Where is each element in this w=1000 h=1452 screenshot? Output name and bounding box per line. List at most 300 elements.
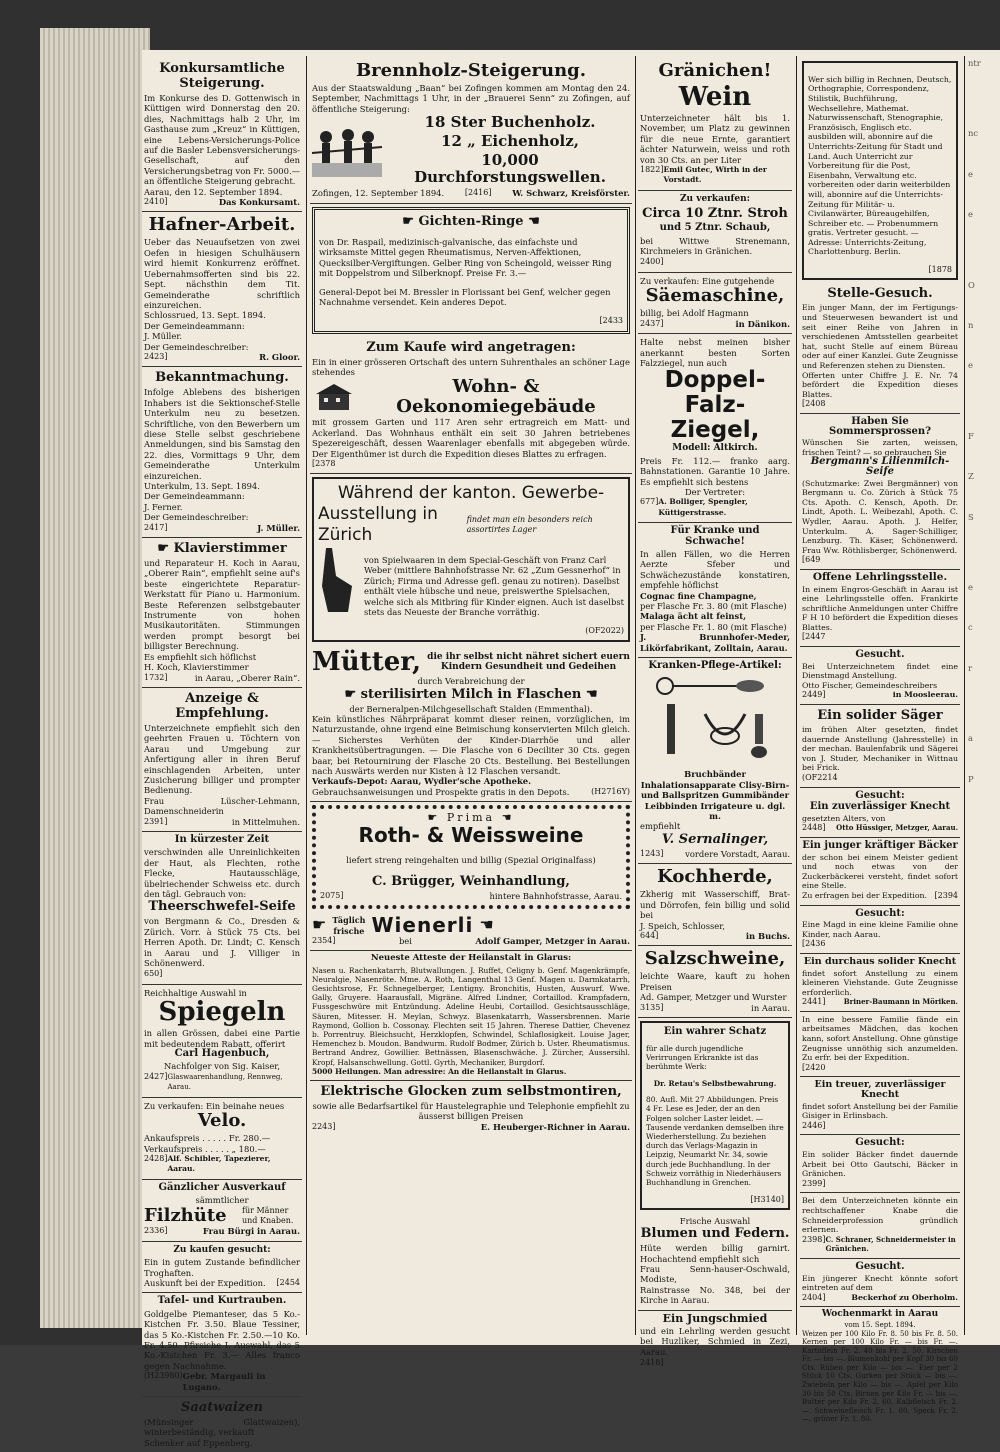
ad-pretitle: Reichhaltige Auswahl in [144,987,247,998]
ad-number: 644] [640,930,659,940]
ad-number: 1822] [640,165,664,175]
ad-signature: Gebr. Margauli in Lugano. [182,1371,266,1392]
ad-body: Ein solider Bäcker findet dauernde Arbeit bei Otto Gautschi, Bäcker in Gränichen. [802,1150,958,1179]
ad-body: Eine Magd in eine kleine Familie ohne Kinder, nach Aarau. [802,920,958,939]
ad-number: 2391] [144,816,168,826]
ad-body: Bei Unterzeichnetem findet eine Dienstmagd Anstellung. [802,661,958,681]
ad-signature: Frau Senn-hauser-Oschwald, Modiste, [640,1263,790,1285]
ad-body: Unterzeichneter hält bis 1. November, um Platz zu gewinnen für die neue Ernte, garantiert ächter Naturwein, weiss und roth von 30 Cts. an per Liter [640,113,790,165]
stacked-page-edges [40,28,150,1328]
ad-body: Zkherig mit Wasserschiff, Brat- und Dörrofen, fein billig und solid bei [640,889,790,921]
ad-title: Ein solider Säger [817,708,943,724]
ad-number: 2418] [640,1358,664,1368]
ad-kranke-schwache [638,523,792,658]
ad-magd [800,906,960,954]
ad-product: Malaga ächt alt feinst, [640,611,746,622]
ad-number: [2436 [802,939,826,949]
ad-pretitle: empfiehlt [640,821,681,832]
ad-title: Offene Lehrlingsstelle. [812,570,948,583]
cutoff-fragment: r [968,662,973,673]
ad-date: Unterkulm, 13. Sept. 1894. [144,481,260,491]
ad-address: in Mittelmuhen. [231,816,300,827]
ad-title: Ein Jungschmied [662,1311,768,1325]
ad-title: Roth- & Weissweine [358,822,584,847]
ad-model: Modell: Altkirch. [672,443,758,454]
ad-title: Doppel- [664,367,766,394]
cutoff-fragment: S [968,511,974,522]
ad-title-text: Klavierstimmer [173,541,287,557]
ad-wienerli [310,912,632,951]
ad-signature: Otto Hüssiger, Metzger, Aarau. [836,823,958,833]
ad-title: Ein treuer, zuverlässiger Knecht [814,1079,946,1101]
ad-muetter [310,645,632,802]
ad-body: liefert streng reingehalten und billig (Spezial Originalfass) [346,854,596,865]
ad-title-3: Ziegel, [670,417,760,444]
ad-signature: Beckerhof zu Oberholm. [851,1292,958,1302]
pointing-hand-icon: ☛ [402,213,419,229]
ad-number: 650] [144,969,163,979]
ad-title: Säemaschine, [645,285,785,307]
ad-velo [142,1098,302,1180]
ad-stroh [638,191,792,273]
ad-saemaschine [638,273,792,334]
ad-body: von Dr. Raspail, medizinisch-galvanische, das einfachste und wirksamste Mittel gegen Rheumatismus, Nerven-Affektionen, Quecksilber-Vergiftungen. Gelber Ring von Scheingold, weisser Ring mit Doppelstrom und Silberknopf. Preise Fr. 3.— [319,237,612,279]
ad-subline: der Berneralpen-Milchgesellschaft Stalden (Emmenthal). [349,703,593,714]
ad-tail: Auskunft bei der Expedition. [144,1277,266,1288]
ad-signature: J. Ferner. [144,501,183,512]
ad-body: der schon bei einem Meister gedient und noch etwas von der Zuckerbäckerei versteht, findet sofort eine Stelle. [802,852,958,891]
ad-signature: Das Konkursamt. [218,197,300,208]
ad-number: [2454 [276,1277,300,1287]
ad-pretitle: Frische Auswahl [679,1215,751,1226]
cutoff-fragment: n [968,320,974,331]
ad-number: 2400] [640,257,664,267]
ad-tail: Zu erfragen bei der Expedition. [802,890,928,900]
cutoff-fragment: e [968,168,973,179]
ad-number: [H3140] [750,1194,784,1204]
ad-body: gesetzten Alters, von [802,813,886,823]
ad-line: 18 Ster Buchenholz. [424,113,596,132]
ad-title: Gesucht: [855,789,905,801]
ad-bei: bei [398,935,412,946]
ad-signature: Frau Lüscher-Lehmann, Damenschneiderin [144,795,300,817]
cutoff-fragment: nc [968,128,979,139]
ad-pretitle: Zu verkaufen: Eine gutgehende [640,275,775,286]
ad-title: Konkursamtliche Steigerung. [159,61,285,91]
column-5-cutoff [968,58,1000,1331]
ad-title: Spiegeln [158,997,286,1028]
cutoff-fragment: F [968,430,974,441]
cutoff-fragment: e [968,360,973,371]
ad-side: für Männer und Knaben. [242,1205,294,1225]
ad-title: Wienerli [371,913,474,938]
ad-title-2: Wein [678,82,752,112]
ad-body: Kein künstliches Nährpräparat kommt dieser reinen, vorzüglichen, im Naturzustande, ohne irgend eine Beimischung konservierten Milch gleich. — Sicherstes Verhüten der Kinder-Diarrhöe und aller Krankheitsübertragungen. — Die Flasche von 6 Deciliter 30 Cts. gegen baar, bei Retournirung der Flasche 20 Cts. Bestellung. Bei Bestellungen nach Auswärts werden nur Kisten à 12 Flaschen versandt. [312,713,630,776]
ad-ausverkauf [142,1180,302,1242]
house-illustration [312,382,356,412]
ad-pretitle: Ein in einer grösseren Ortschaft des untern Suhrenthales an schöner Lage stehendes [312,356,630,378]
ad-signature: J. Brunnhofer-Meder, Likörfabrikant, Zolltain, Aarau. [640,632,790,653]
cutoff-fragment: e [968,582,973,593]
ad-number: [2420 [802,1062,826,1072]
ad-title: Wochenmarkt in Aarau [821,1309,939,1320]
ad-number: 2423] [144,351,168,361]
woodcutters-illustration [312,123,382,179]
ad-pretitle-text: Prima [446,811,496,825]
ad-klavierstimmer [142,538,302,688]
ad-line: 10,000 Durchforstungswellen. [414,151,606,187]
ad-body: bei Wittwe Strenemann, Kirchmeiers in Gränichen. [640,235,790,257]
ad-body: Ueber das Neuaufsetzen von zwei Oefen in hiesigen Schulhäusern wird hiemit Konkurrenz eröffnet. Uebernahmsofferten sind bis 22. Sept. nächsthin dem Tit. Gemeinderathe schriftlich einzureichen. [144,237,300,310]
cutoff-fragment: Z [968,471,974,482]
ad-signature: H. Koch, Klavierstimmer [144,662,249,673]
ad-signature: Briner-Baumann in Möriken. [843,997,958,1007]
ad-body: (Münsinger Glattwaizen), winterbeständig, verkauft [144,1417,300,1438]
ad-number: (H23980) [144,1371,183,1381]
ad-title [319,214,623,229]
ad-body: Weizen per 100 Kilo Fr. 8. 50 bis Fr. 8. 50. Kernen per 100 Kilo Fr. — bis Fr. —. Kartoffeln Fr. 2. 40 bis Fr. 2. 50. Kirschen Fr. — bis —. Blumenkohl per Kopf 30 bis 60 Cts. Rüben per Kilo — bis —. Eier per 2 Stück 10 Cts. Gurken per Stück — bis —. Zwiebeln per Kilo — bis —. Apfel per Kilo 30 bis 50 Cts. Birnen per Kilo Fr. — bis —. Butter per Kilo Fr. 2. 60. Kalbfleisch Fr. 2. —. Schweinefleisch Fr. 1. 80. Speck Fr. 2. —, grüner Fr. 1. 80. [802,1329,958,1424]
ad-blumen-federn [638,1213,792,1311]
cutoff-fragment: e [968,209,973,220]
ad-number: 2399] [802,1178,826,1188]
ad-address: Glaswaarenhandlung, Rennweg, Aarau. [167,1072,283,1092]
ad-number: [2433 [599,316,623,326]
pointing-hand-icon: ☚ [495,811,515,825]
ad-address: in Moosleerau. [892,690,958,700]
ad-title: Zu verkaufen: [679,193,751,204]
ad-product: Cognac fine Champagne, [640,590,757,601]
pointing-hand-icon: ☛ [344,686,361,702]
ad-dienstmagd [800,647,960,705]
ad-title-text: Gichten-Ringe [418,213,524,229]
ad-signature: Adolf Gamper, Metzger in Aarau. [475,935,630,946]
ad-address: Rainstrasse No. 348, bei der Kirche in Aarau. [640,1284,790,1306]
pointing-hand-icon: ☚ [523,213,540,229]
ad-body: In einem Engros-Geschäft in Aarau ist eine Lehrlingsstelle offen. Frankirte schriftliche Anmeldungen unter Chiffre F H 10 befördert die Expedition dieses Blattes. [802,584,958,632]
ad-body: Bruchbänder Inhalationsapparate Clisy-Birn- und Ballspritzen Gummibänder Leibbinden Irrigateure u. dgl. m. [640,769,790,822]
ad-jungschmied [638,1311,792,1373]
ad-krankenpflege [638,658,792,864]
ad-number: 2398] [802,1234,826,1244]
ad-body: von Bergmann & Co., Dresden & Zürich. Vorr. à Stück 75 Cts. bei Herren Apoth. Dr. Lindt; C. Kensch in Aarau und J. Villiger in Schönenwerd. [144,916,300,969]
pointing-hand-icon: ☛ [157,541,174,557]
ad-body: General-Depot bei M. Bressler in Florissant bei Genf, welcher gegen Nachnahme versendet. Kein anderes Depot. [319,287,611,308]
cutoff-fragment: P [968,773,974,784]
ad-title: Gränichen! [658,60,772,81]
ad-signature: J. Müller. [144,331,183,342]
ad-number: 2437] [640,318,664,328]
ad-number: [2378 [312,459,336,469]
ad-knecht-4 [800,1259,960,1307]
ad-signature: V. Sernalinger, [661,831,769,847]
ad-title: Ein durchaus solider Knecht [803,955,957,967]
ad-body: Im Konkurse des D. Gottenwisch in Küttigen wird Donnerstag den 20. dies, Nachmittags halb 2 Uhr, im Gasthause zum „Kreuz“ in Küttigen, eine Lebens-Versicherungs-Police auf die Basler Lebensversicherungs-Gesellschaft, auf den Versicherungsbetrag von Fr. 5000.— an öffentliche Steigerung gebracht. [144,93,300,187]
ad-title: Während der kanton. Gewerbe- [337,483,605,504]
ad-signature-label: Der Gemeindeschreiber: [144,341,249,352]
ad-heilanstalt [310,951,632,1081]
ad-body: leichte Waare, kauft zu hohen Preisen [640,971,790,992]
ad-title: Anzeige & Empfehlung. [175,690,269,721]
newspaper-page [142,50,1000,1448]
pointing-hand-icon: ☚ [479,915,494,935]
ad-signature: C. Schraner, Schneidermeister in Gränichen. [825,1234,956,1254]
medical-apparatus-illustration [645,674,785,766]
ad-trauben [142,1293,302,1397]
ad-body: von Spielwaaren in dem Special-Geschäft von Franz Carl Weber (mittlere Bahnhofstrasse Nr. 62 „Zum Gessnerhof“ in Zürich; Firma und Adresse gefl. genau zu notiren). Daselbst enthält viele hübsche und neue, preiswerthe Spielsachen, welche sich als Mitbring für Kinder eignen. Auch ist daselbst stets das Neueste der Branche vorräthig. [364,554,624,617]
ad-signature: W. Schwarz, Kreisförster. [512,188,630,199]
ad-number: 2417] [144,522,168,532]
ad-title: Velo. [197,1110,247,1132]
ad-title-2: Ausstellung in Zürich [318,504,438,546]
ad-pretitle: Zu verkaufen: Ein beinahe neues [144,1100,285,1111]
ad-signature-label: Der Gemeindeammann: [144,320,245,331]
ad-title: Blumen und Federn. [640,1226,790,1242]
ad-salzschweine [638,946,792,1018]
ad-graenichen-wein [638,58,792,191]
ad-tail: Offerten unter Chiffre J. E. Nr. 74 befördert die Expedition dieses Blattes. [802,370,958,399]
ad-title: Gesucht. [855,649,905,661]
ad-number: 677] [640,497,659,507]
ad-body: In eine bessere Familie fände ein arbeitsames Mädchen, das kochen kann, sofort Anstellung. Ohne günstige Zeugnisse unnöthig sich anzumelden. Zu erfr. bei der Expedition. [802,1014,958,1063]
ad-number: 2446] [802,1120,826,1130]
ad-title: Salzschweine, [644,948,786,970]
ad-schneider-lehrling [800,1193,960,1259]
ad-body: findet sofort Anstellung bei der Familie Gisiger in Erlinsbach. [802,1101,958,1121]
ad-price: Ankaufspreis . . . . . Fr. 280.— [144,1133,271,1144]
ad-baecker [800,838,960,906]
ad-number: 2354] [312,935,336,945]
ad-title: Gesucht: [855,907,905,919]
ad-price: Verkaufspreis . . . . . „ 180.— [144,1143,266,1154]
ad-subline: Nachfolger von Sig. Kaiser, [163,1061,281,1072]
ad-theerschwefel [142,832,302,985]
ad-number: 2449] [802,690,826,700]
ad-number: 2404] [802,1292,826,1302]
ad-knecht-2 [800,954,960,1012]
ad-ausstellung-zuerich [312,477,630,642]
ad-hafner [142,212,302,367]
ad-signature: J. Müller. [257,522,300,533]
cutoff-fragment: ntr [968,58,981,68]
ad-wohngebaeude [310,337,632,475]
ad-number: 2410] [144,197,168,207]
ad-saatwaizen [142,1397,302,1452]
ad-roth-weissweine [312,805,630,909]
ad-number: [2408 [802,399,826,409]
ad-title-2: Falz- [684,392,746,419]
ad-number: 2428] [144,1153,168,1163]
ad-sommersprossen [800,414,960,570]
ad-title: Kochherde, [657,866,773,888]
ad-pretitle: sämmtlicher [195,1195,249,1206]
ad-tail: 5000 Heilungen. Man adressire: An die Heilanstalt in Glarus. [312,1066,567,1076]
ad-date: Aarau, den 12. September 1894. [144,186,283,197]
ad-body: Preis Fr. 112.— franko aarg. Bahnstationen. Garantie 10 Jahre. Es empfiehlt sich bestens [640,455,790,487]
pointing-hand-icon: ☛ [312,915,327,935]
ad-date: Zofingen, 12. September 1894. [312,188,445,199]
ad-body: sowie alle Bedarfsartikel für Haustelegraphie und Telephonie empfiehlt zu äusserst billigen Preisen [312,1101,630,1122]
ad-signature: Otto Fischer, Gemeindeschreibers [802,680,938,690]
ad-subline: für alle durch jugendliche Verirrungen Erkrankte ist das berühmte Werk: [646,1043,759,1071]
ad-number: [1878 [928,264,952,274]
ad-address: vordere Vorstadt, Aarau. [685,848,790,859]
ad-signature: Alf. Schibler, Tapezierer, Aarau. [167,1153,271,1174]
ad-body: in allen Grössen, dabei eine Partie mit bedeutendem Rabatt, offerirt [144,1028,300,1049]
ad-body: Ein in gutem Zustande befindlicher Troghaften. [144,1257,300,1278]
ad-big-title [312,687,630,702]
ad-line: und 5 Ztnr. Schaub, [659,222,771,234]
ad-signature: J. Speich, Schlosser, [640,920,726,931]
ad-closing: Es empfiehlt sich höflichst [144,651,257,662]
ad-title: Neueste Atteste der Heilanstalt in Glarus: [370,953,572,964]
ad-number: (OF2214 [802,773,838,782]
ad-pretitle: durch Verabreichung der [417,676,525,687]
ad-number: [2394 [934,890,958,900]
ad-number: 2243] [312,1121,336,1131]
ad-big-title: Ein zuverlässiger Knecht [809,801,951,813]
ad-big-word: Filzhüte [144,1204,227,1226]
ad-body: billig, bei Adolf Hagmann [640,308,749,319]
ad-konkurs [142,58,302,212]
ad-number: 1243] [640,848,664,858]
ad-stelle-gesuch [800,283,960,414]
ad-title: Stelle-Gesuch. [827,286,933,302]
ad-glocken [310,1081,632,1136]
ad-address: hintere Bahnhofstrasse, Aarau. [489,890,622,901]
column-2 [310,58,632,1331]
ad-anzeige [142,688,302,832]
ad-signature: Carl Hagenbuch, [174,1048,270,1060]
ad-address: in Aarau. [751,1002,790,1013]
ad-body: Nasen u. Rachenkatarrh, Blutwallungen. J. Ruffet, Celigny b. Genf. Magenkrämpfe, Neuralgie, Nasenröte. Mme. A. Roth, Langenthal 13 Genf. Magen u. Darmkatarrh, Gesichtsrose, Fr. Schnegelberger, Lentigny. Bronchitis, Husten, Auswurf. Wwe. Gally, Gruyere. Haarausfall, Migräne. Alfred Lindner, Cortaillod. Krampfadern, Fussgeschwüre mit Entzündung. Adeline Heubi, Cortaillod. Gesichtsausschläge, Säuren, Mitesser. H. Meylan, Schwyz. Blasenkatarrh, Wassersbrennen. Marie Raymond, Gollion b. Cossonay. Flechten seit 15 Jahren. Therese Dattier, Chevenez b. Porrentruy. Bleichsucht, Herzklopfen, Schwindel, Schlaflosigkeit. Louise Jager, Hemenchez b. Moudon. Bandwurm. Rudolf Bodmer, Zürich b. Uster. Rheumatismus. Bertrand Andrez, Gowillier. Bettnässen, Blasenschwäche. J. Zürcher, Aussersihl. Kropf, Halsanschwellung. Gottl. Gyrth, Mechaniker, Burgdorf. [312,965,630,1067]
ad-unterrichts-zeitung [802,61,958,280]
ad-tail: Gebrauchsanweisungen und Prospekte gratis in den Depots. [312,786,570,797]
ad-body: In allen Fällen, wo die Herren Aerzte Sfeber und Schwächezustände konstatiren, empfehle höflichst [640,548,790,591]
ad-title: Elektrische Glocken zum selbstmontiren, [320,1084,622,1100]
ad-saeger [800,705,960,788]
column-1 [142,58,302,1448]
ad-title: Für Kranke und Schwache! [670,525,760,547]
ad-body: Wer sich billig in Rechnen, Deutsch, Orthographie, Correspondenz, Stilistik, Buchführung, Wechsellehre, Mathemat. Naturwissenschaft, Stenographie, Französisch, Englisch etc. ausbilden will, abonnire auf die Unterrichts-Zeitung für Stadt und Land. Auch Unterricht zur Vorbereitung für die Post, Eisenbahn, Verwaltung etc. vorbereiten oder darin weiterbilden will, abonnire auf die Unterrichts-Zeitung für Militär- u. Civilanwärter, Büreaugehilfen, Schreiber etc. — Probenummern gratis. Vertreter gesucht. — Adresse: Unterrichts-Zeitung, Charlottenburg. Berlin. [808,74,952,257]
pointing-hand-icon [318,546,358,616]
ad-brennholz [310,58,632,204]
ad-signature: R. Gloor. [259,351,300,362]
column-4 [800,58,960,1424]
ad-title: Gänzlicher Ausverkauf [158,1181,286,1193]
ad-side: findet man ein besonders reich assortirtes Lager [466,515,593,535]
column-rule [306,56,307,1335]
column-rule [635,56,636,1335]
ad-wahrer-schatz [640,1021,790,1210]
ad-date: Schlossrued, 13. Sept. 1894. [144,310,266,321]
ad-address: in Buchs. [745,930,790,941]
ad-title: Hafner-Arbeit. [148,214,296,236]
ad-number: 2336] [144,1226,168,1236]
ad-number: [2416] [464,188,492,198]
column-rule [964,56,965,1335]
ad-title: Tafel- und Kurtrauben. [157,1295,287,1307]
ad-product: Bergmann's Lilienmilch-Seife [810,456,950,477]
pointing-hand-icon: ☛ [427,811,447,825]
ad-body: 80. Aufl. Mit 27 Abbildungen. Preis 4 Fr. Lese es Jeder, der an den Folgen solcher Laster leidet. — Tausende verdanken demselben ihre Wiederherstellung. Zu beziehen durch das Verlags-Magazin in Leipzig, Neumarkt Nr. 34, sowie durch jede Buchhandlung. In der Schweiz vorräthig in Niederhäusers Buchhandlung in Grenchen. [646,1095,784,1187]
column-3 [638,58,792,1368]
ad-bekanntmachung [142,367,302,538]
ad-gichten-ringe [312,207,630,334]
ad-knecht [800,788,960,838]
ad-side: die ihr selbst nicht nähret sichert euern Kindern Gesundheit und Gedeihen [427,651,630,673]
ad-title: Haben Sie Sommersprossen? [829,416,931,437]
ad-title: In kürzester Zeit [174,833,270,845]
ad-signature: Emil Gutec, Wirth in der Vorstadt. [663,165,767,185]
ad-title: Zum Kaufe wird angetragen: [366,339,576,355]
ad-body: im frühen Alter gesetzten, findet dauernde Anstellung (Jahresstelle) in der mechan. Baulenfabrik und Sägerei von J. Studer, Mechaniker in Wittnau bei Frick. [802,725,958,773]
ad-big-title-text: sterilisirten Milch in Flaschen [360,686,582,702]
ad-body: Unterzeichnete empfiehlt sich den geehrten Frauen u. Töchtern von Aarau und Umgebung zur Anfertigung aller in ihren Beruf einschlagenden Arbeiten, unter Zusicherung billiger und prompter Bedienung. [144,722,300,796]
ad-title: Gesucht: [855,1137,905,1149]
ad-product: Theerschwefel-Seife [148,899,296,915]
ad-number: 2448] [802,823,826,833]
ad-number: 1732] [144,672,168,682]
ad-number: 2075] [320,890,344,900]
ad-baecker-2 [800,1135,960,1193]
cutoff-fragment: a [968,733,973,744]
ad-wochenmarkt [800,1307,960,1428]
ad-signature: C. Brügger, Weinhandlung, [372,873,570,889]
ad-body: Ein jüngerer Knecht könnte sofort eintreten auf dem [802,1273,958,1293]
ad-body: Wünschen Sie zarten, weissen, frischen Teint? — so gebrauchen Sie [802,438,958,457]
ad-address: in Aarau, „Oberer Rain“. [194,672,300,683]
cutoff-fragments [968,58,1000,784]
ad-depot: Verkaufs-Depot: Aarau, Wydler'sche Apotheke. [312,776,532,787]
ad-signature: A. Bolliger, Spengler, Küttigerstrasse. [658,497,748,517]
ad-signature: Frau Bürgi in Aarau. [202,1226,300,1237]
ad-number: (OF2022) [585,625,624,635]
ad-title: Bekanntmachung. [155,370,289,386]
ad-date: vom 15. Sept. 1894. [844,1320,916,1329]
ad-body: und ein Lehrling werden gesucht bei Huzliker, Schmied in Zezi, Aarau. [640,1326,790,1357]
ad-body: (Schutzmarke: Zwei Bergmänner) von Bergmann u. Co. Zürich à Stück 75 Cts. Apoth. C. Kensch, Apoth. Dr. Lindt, Apoth. L. Weibezahl, Apoth. C. Wydler, Aarau. Apoth. J. Helfer, Unterkulm. A. Sager-Schilliger, Lenzburg. Th. Käser, Schönenwerd. Frau Ww. Röthlisberger, Schönenwerd. [802,478,958,555]
ad-title: Mütter, [312,647,422,678]
ad-body: mit grossem Garten und 117 Aren sehr ertragreich em Matt- und Ackerland. Das Wohnhaus enthält ein seit 30 Jahren betriebenes Spezereigeschäft, dessen Waarenlager ebenfalls mit abgegeben würde. Der Eigenthümer ist durch die Expedition dieses Blattes zu erfragen. [312,417,630,459]
ad-title: Zu kaufen gesucht: [173,1244,271,1255]
ad-signature: E. Heuberger-Richner in Aarau. [480,1121,630,1132]
ad-pretitle-1: Täglich [332,915,366,926]
ad-pretitle-2: frische [333,925,365,936]
ad-knecht-3 [800,1077,960,1135]
ad-signature: in Dänikon. [735,318,790,329]
ad-number: 3135] [640,1002,664,1012]
ad-number: [2447 [802,632,826,642]
ad-body: und Reparateur H. Koch in Aarau, „Oberer Rain“, empfiehlt seine auf's beste eingerichtete Reparatur-Werkstatt für Piano u. Harmonium. Beste Referenzen selbstgebauter Instrumente von hohen Musikautoritäten. Stimmungen werden prompt besorgt bei billigster Berechnung. [144,558,300,652]
ad-body: verschwinden alle Unreinlichkeiten der Haut, als Flechten, rothe Flecke, Hautausschläge, übelriechender Schweiss etc. durch den tägl. Gebrauch von: [144,847,300,899]
ad-body: findet sofort Anstellung zu einem kleineren Viehstande. Gute Zeugnisse erforderlich. [802,968,958,997]
ad-title: Saatwaizen [181,1400,263,1416]
ad-title: Gesucht. [855,1260,905,1272]
ad-number: 2441] [802,997,826,1007]
ad-signature-label: Der Gemeindeschreiber: [144,512,249,523]
ad-rep-label: Der Vertreter: [684,486,746,497]
ad-number: 2427] [144,1071,168,1081]
ad-body: Goldgelbe Piemanteser, das 5 Ko.-Kistchen Fr. 3.50. Blaue Tessiner, das 5 Ko.-Kistchen Fr. 2.50.—10 Ko. Fr. 4.50. Pfirsiche I. Auswahl, das 5 Ko.-Kistchen Fr. 3.— Alles franco gegen Nachnahme. [144,1308,300,1371]
ad-body: Ein junger Mann, der im Fertigungs- und Steuerwesen bewandert ist und seit einer Reihe von Jahren in verschiedenen Amtsstellen gearbeitet hat, sucht Stelle auf einem Büreau oder auf einer Kanzlei. Gute Zeugnisse und Referenzen stehen zu Diensten. [802,303,958,371]
ad-number: (H2716Y) [591,786,630,796]
ad-number: [649 [802,555,821,565]
ad-body: Infolge Ablebens des bisherigen Inhabers ist die Sektionschef-Stelle Unterkulm neu zu besetzen. Schriftliche, von den Bewerbern um diese Stelle selbst geschriebene Anmeldungen, sind bis Samstag den 22. dies, Vormittags 9 Uhr, dem Gemeinderathe Unterkulm einzureichen. [144,387,300,481]
ad-big-title: Circa 10 Ztnr. Stroh [642,206,788,222]
ad-title: Ein junger kräftiger Bäcker [802,839,958,851]
ad-signature: Schenker auf Eppenberg. [144,1437,253,1448]
column-rule [796,56,797,1335]
